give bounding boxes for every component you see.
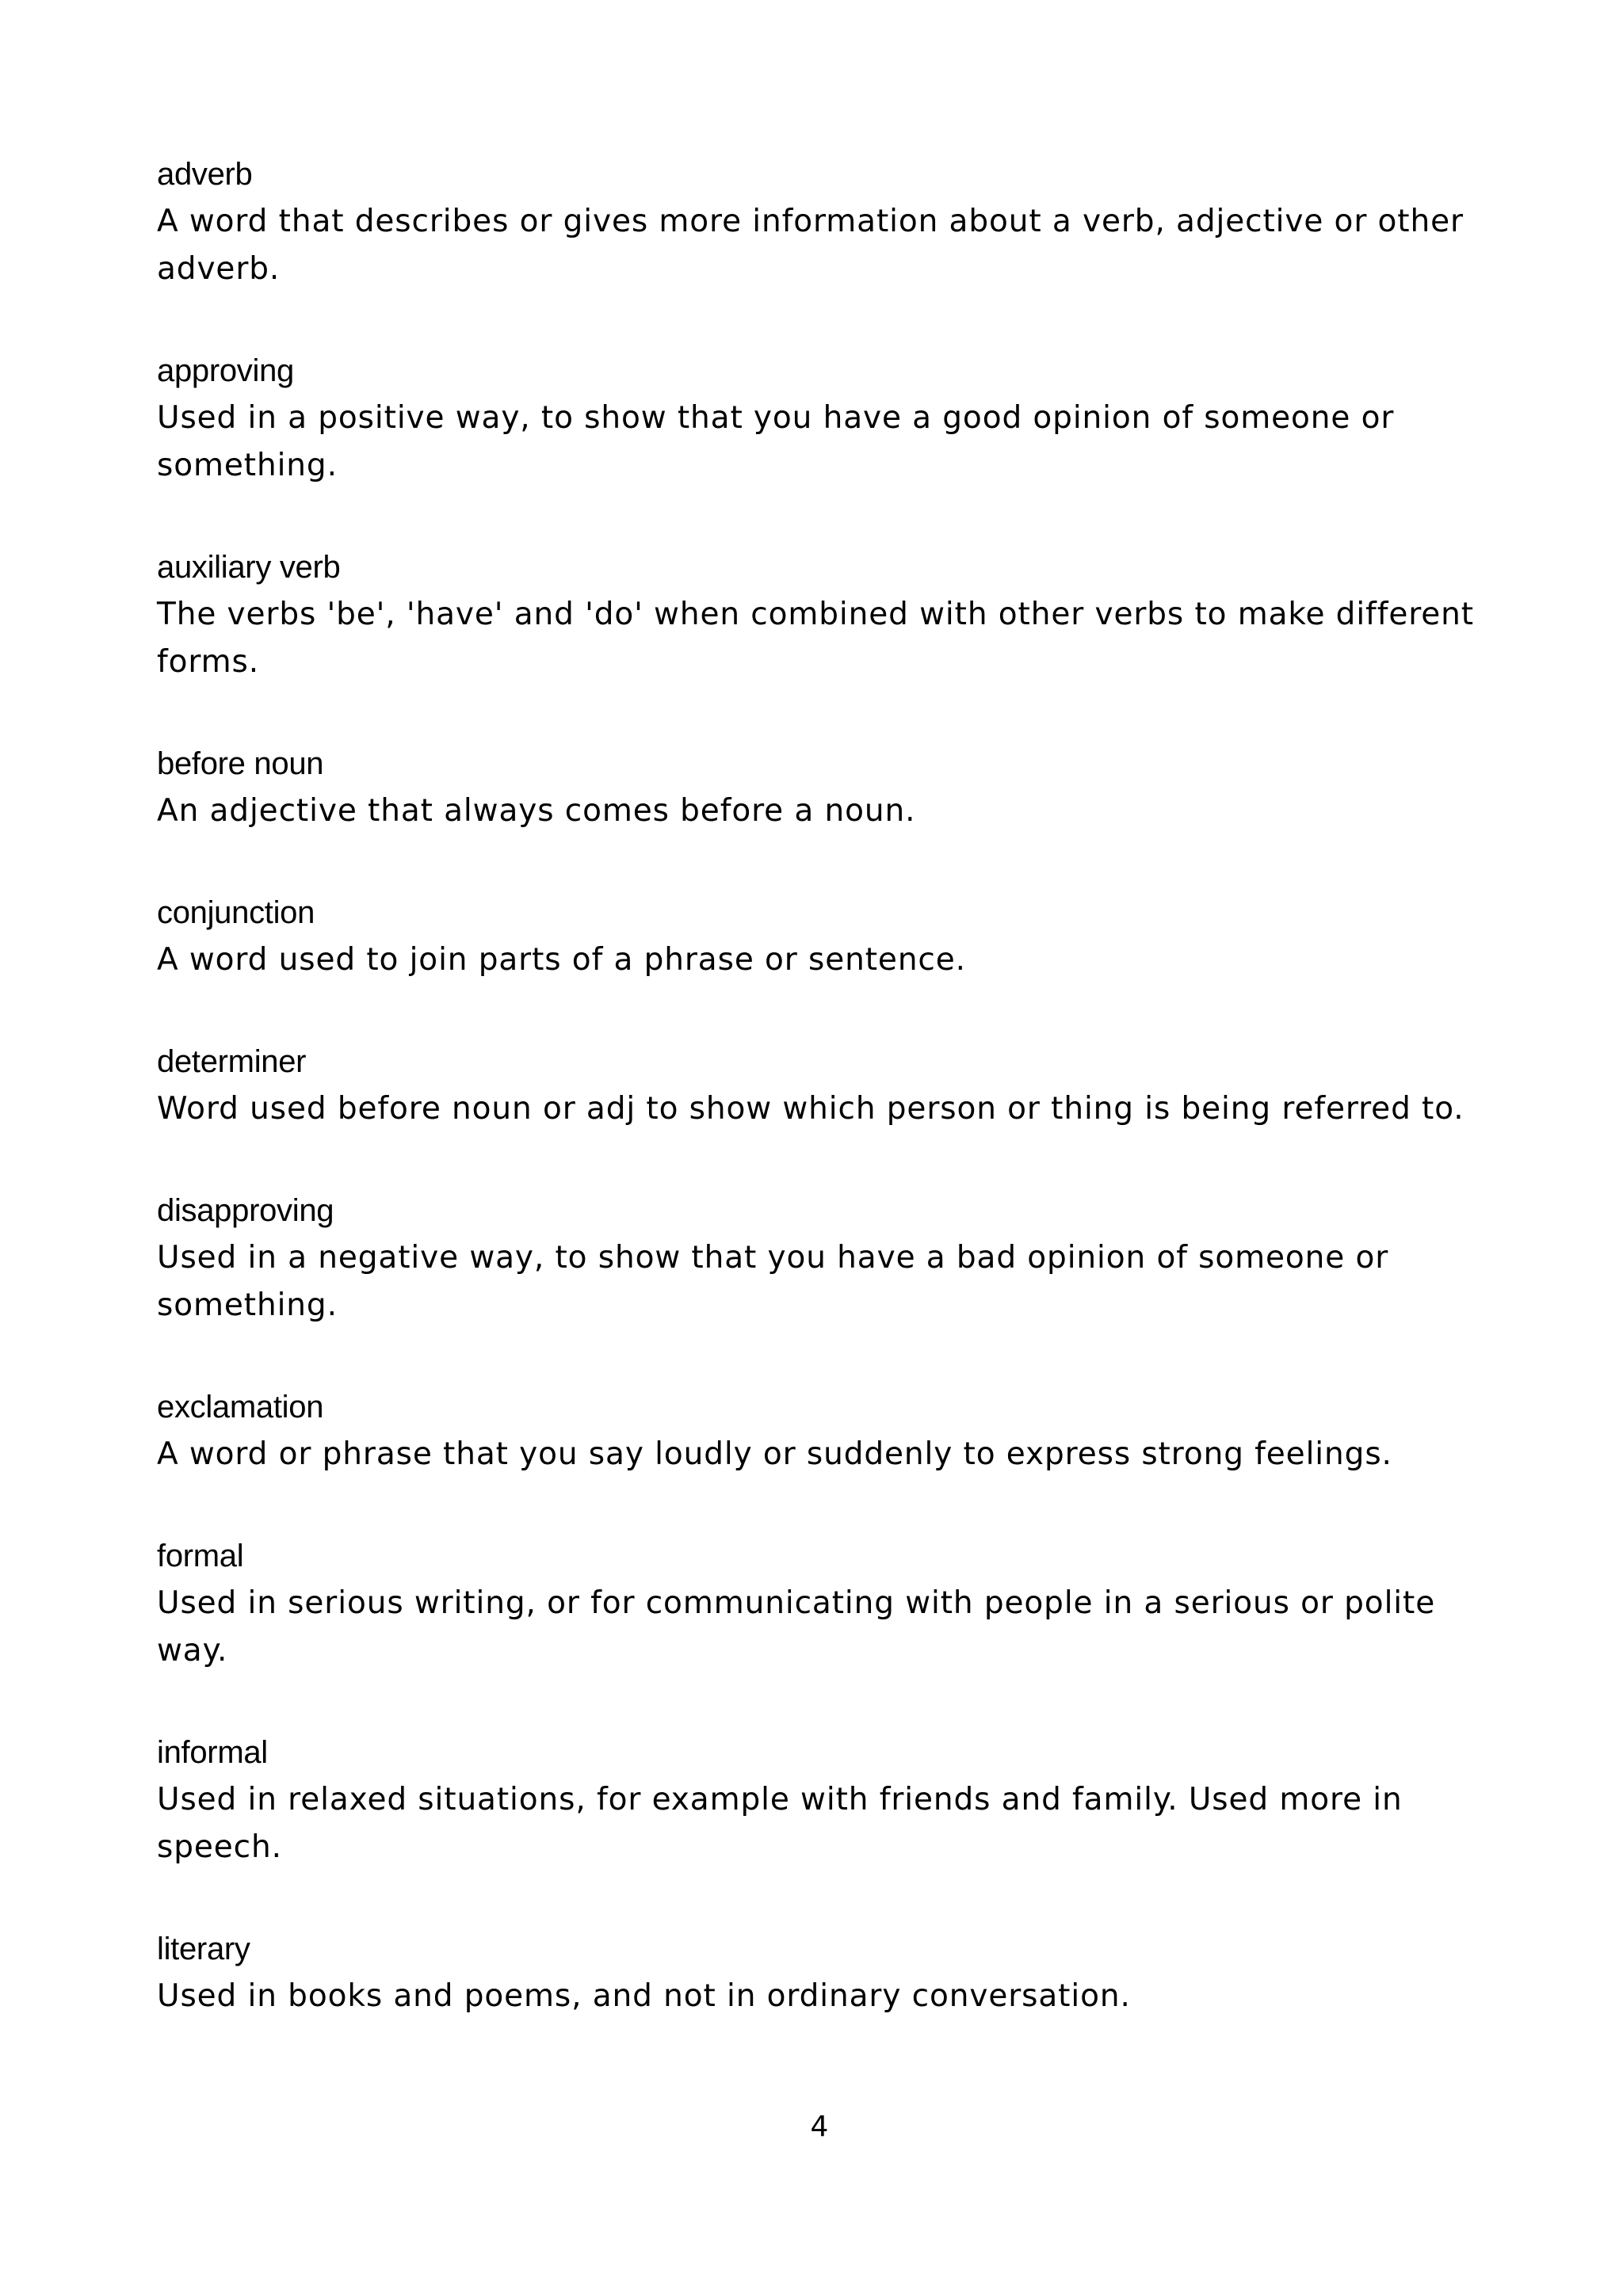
glossary-term: disapproving: [157, 1193, 334, 1228]
glossary-definition: A word used to join parts of a phrase or sentence.: [157, 942, 966, 978]
page-number: 4: [810, 2111, 829, 2143]
glossary-entry: [157, 548, 1504, 686]
glossary-term: literary: [157, 1932, 250, 1966]
glossary-entry: [157, 1388, 1504, 1478]
glossary-entry: [157, 1192, 1504, 1329]
glossary-definition: A word that describes or gives more information about a verb, adjective or other adverb.: [157, 204, 1464, 287]
glossary-term: approving: [157, 353, 294, 388]
glossary-definition: Used in books and poems, and not in ordinary conversation.: [157, 1978, 1131, 2014]
glossary-entry: [157, 894, 1504, 984]
glossary-definition: A word or phrase that you say loudly or suddenly to express strong feelings.: [157, 1436, 1392, 1472]
glossary-term: determiner: [157, 1044, 307, 1079]
glossary-term: informal: [157, 1735, 268, 1770]
glossary-definition: Used in a positive way, to show that you have a good opinion of someone or something.: [157, 400, 1395, 483]
glossary-entry: [157, 1043, 1504, 1133]
glossary-entry: [157, 155, 1504, 293]
glossary-term: adverb: [157, 157, 253, 192]
glossary-definition: Word used before noun or adj to show which person or thing is being referred to.: [157, 1091, 1465, 1127]
glossary-term: exclamation: [157, 1390, 324, 1425]
glossary-entry: [157, 1930, 1504, 2020]
glossary-definition: Used in a negative way, to show that you have a bad opinion of someone or something.: [157, 1240, 1389, 1323]
glossary-entry: [157, 745, 1504, 835]
glossary-definition: The verbs 'be', 'have' and 'do' when combined with other verbs to make different forms.: [157, 597, 1474, 680]
glossary-definition: Used in relaxed situations, for example with friends and family. Used more in speech.: [157, 1782, 1403, 1865]
glossary-definition: Used in serious writing, or for communicating with people in a serious or polite way.: [157, 1585, 1436, 1669]
glossary-term: formal: [157, 1539, 244, 1573]
glossary-entry: [157, 1733, 1504, 1871]
glossary-term: conjunction: [157, 895, 315, 930]
glossary-entry: [157, 1537, 1504, 1675]
glossary-term: before noun: [157, 746, 324, 781]
glossary-list: [157, 155, 1504, 2079]
glossary-definition: An adjective that always comes before a noun.: [157, 793, 916, 829]
glossary-term: auxiliary verb: [157, 550, 341, 585]
glossary-entry: [157, 352, 1504, 490]
